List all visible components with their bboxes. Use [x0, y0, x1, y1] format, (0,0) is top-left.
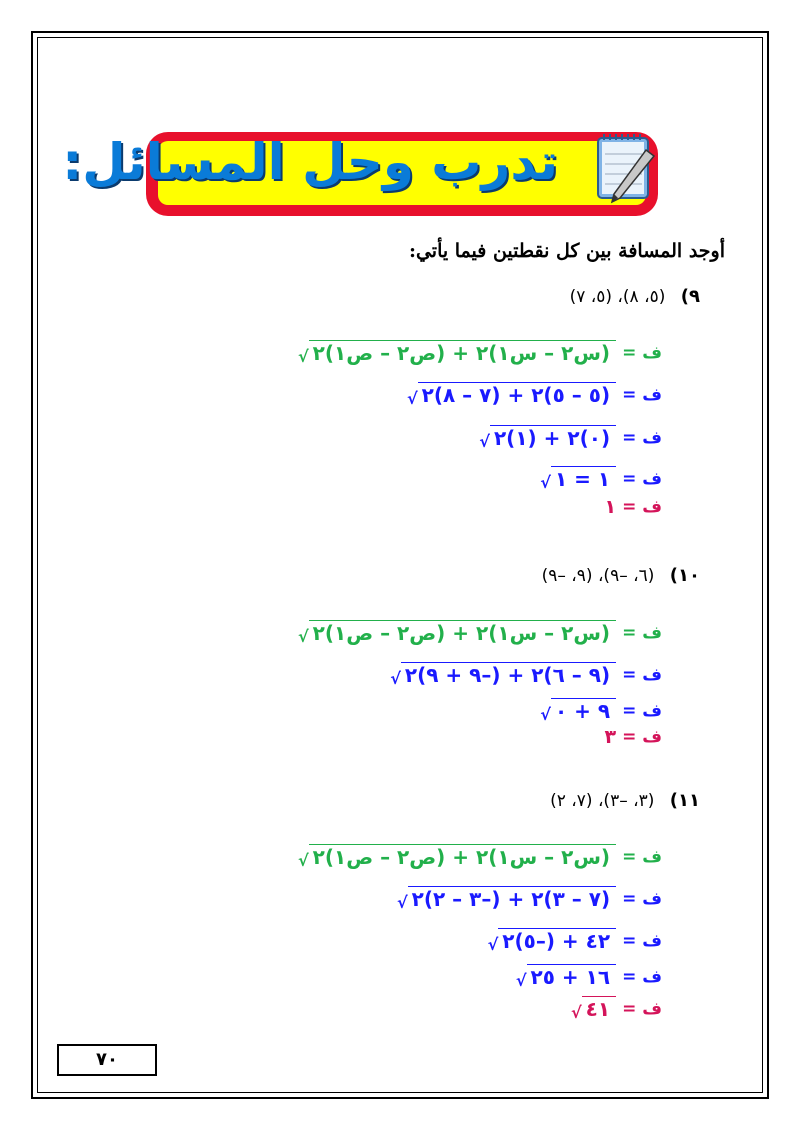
problem-10-header: ١٠) (٦، –٩)، (٩، –٩) [541, 565, 700, 586]
step-line: ف = √ ١ = ١ [540, 467, 662, 492]
problem-points: (٣، –٣)، (٧، ٢) [550, 791, 655, 811]
result-line: ف = √ ٤١ [570, 997, 662, 1022]
formula-line: ف = √ (س٢ – س١)٢ + (ص٢ – ص١)٢ [297, 845, 662, 870]
formula-line: ف = √ (س٢ – س١)٢ + (ص٢ – ص١)٢ [297, 621, 662, 646]
instruction-text: أوجد المسافة بين كل نقطتين فيما يأتي: [408, 240, 725, 262]
result-line: ف = ١ [604, 496, 662, 518]
problem-9-header: ٩) (٥، ٨)، (٥، ٧) [569, 286, 700, 307]
problem-points: (٦، –٩)، (٩، –٩) [541, 566, 655, 586]
step-line: ف = √ (٠)٢ + (١)٢ [479, 426, 662, 451]
section-banner [62, 132, 658, 216]
step-line: ف = √ ١٦ + ٢٥ [515, 965, 662, 990]
step-line: ف = √ ٩ + ٠ [540, 699, 662, 724]
notepad-pencil-icon [590, 128, 662, 206]
problem-11-header: ١١) (٣، –٣)، (٧، ٢) [550, 790, 700, 811]
result-line: ف = ٣ [604, 726, 662, 748]
problem-points: (٥، ٨)، (٥، ٧) [569, 287, 666, 307]
step-line: ف = √ (٧ – ٣)٢ + (–٣ – ٢)٢ [396, 887, 662, 912]
step-line: ف = √ (٥ – ٥)٢ + (٧ – ٨)٢ [406, 383, 662, 408]
step-line: ف = √ (٩ – ٦)٢ + (–٩ + ٩)٢ [390, 663, 662, 688]
banner-title: تدرب وحل المسائل: [62, 133, 558, 191]
step-line: ف = √ ٤٢ + (–٥)٢ [487, 929, 662, 954]
page-number: ٧٠ [57, 1044, 157, 1076]
formula-line: ف = √ (س٢ – س١)٢ + (ص٢ – ص١)٢ [297, 341, 662, 366]
